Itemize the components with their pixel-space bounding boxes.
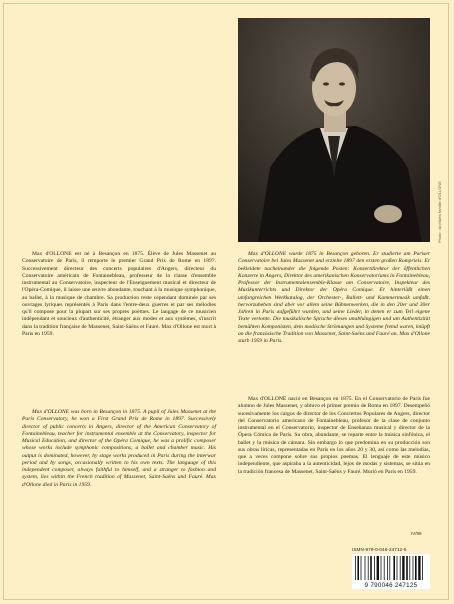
barcode-bar (384, 556, 385, 580)
portrait-photo (238, 18, 430, 242)
barcode-bar (389, 556, 390, 580)
catalog-code: IV/99 (411, 531, 422, 536)
barcode-bar (418, 556, 420, 580)
barcode-bar (377, 556, 379, 580)
barcode-number: 9 790046 247125 (352, 581, 430, 589)
barcode-bar (415, 556, 417, 580)
barcode-bar (413, 556, 414, 580)
bio-french: Max d'OLLONE est né à Besançon en 1875. Élève de Jules Massenet au Conservatoire de Paris, il remporte le premier Grand Prix de Rome en 1897. Successivement directeur des concerts populaires d'Angers, directeur du Conservatoire américain de Fontainebleau, professeur de la classe d'ensemble instrumental au Conservatoire, inspecteur de l'Enseignement musical et directeur de l'Opéra-Comique, il laisse une œuvre abondante, touchant à la musique symphonique, au ballet, à la musique de chambre. Sa production reste cependant dominée par ses ouvrages lyriques représentés à Paris dans l'entre-deux guerres et par ses mélodies qu'il compose pour la plupart sur ses propres poèmes. Le langage de ce musicien indépendant et soucieux d'authenticité, étranger aux modes et aux systèmes, s'inscrit dans la tradition française de Massenet, Saint-Saëns et Fauré. Max d'Ollone est mort à Paris en 1959. (22, 251, 216, 337)
barcode-bar (402, 556, 404, 580)
barcode-bar (370, 556, 372, 580)
barcode-bar (365, 556, 366, 580)
barcode-bar (393, 556, 395, 580)
barcode-bar (422, 556, 423, 580)
barcode-bar (397, 556, 398, 580)
barcode-bar (361, 556, 362, 580)
barcode-bar (357, 556, 359, 580)
barcode-bar (381, 556, 382, 580)
barcode-bar (400, 556, 401, 580)
bio-english: Max d'OLLONE was born in Besançon in 1875. A pupil of Jules Massenet at the Paris Conservatory, he won a First Grand Prix de Rome in 1897. Successively director of public concerts in Angers, director of the American Conservatory of Fontainebleau, teacher for instrumental ensemble at the Conservatory, inspector for Musical Education, and director of the Opéra Comique, he was a prolific composer whose works include symphonic compositions, a ballet and chamber music. His output is dominated, however, by stage works produced in Paris during the interwar period and by songs, occasionally written to his own texts. The language of this independent composer, always faithful to himself, and a stranger to fashion and system, lies within the French tradition of Massenet, Saint-Saëns and Fauré. Max d'Ollone died in Paris in 1959. (22, 409, 216, 488)
bio-spanish: Max d'OLLONE nació en Besançon en 1875. En el Conservatorio de París fue alumno de Jules Massenet, y obtuvo el primer premio de Roma en 1897. Desempeñó sucesivamente los cargos de director de los Conciertos Populares de Angers, director del Conservatorio americano de Fontainebleau, profesor de la clase de conjunto instrumental en el Conservatorio, inspector de Enseñanza musical y director de la Ópera Cómica de París. Su obra, abundante, se reparte entre la música sinfónica, el ballet y la música de cámara. Sin embargo lo que predomina en su producción son sus obras líricas, representadas en París en los años 20 y 30, así como las melodías, que a veces compone sobre sus propios poemas. El lenguaje de este músico independiente, que aspiraba a la autenticidad, lejos de modas y sistemas, se sitúa en la tradición francesa de Massenet, Saint-Saëns y Fauré. Murió en París en 1959. (238, 396, 430, 475)
barcode-bar (355, 556, 356, 580)
photo-credit: Photo : Archives famille d'OLLONE (437, 181, 442, 243)
barcode-bar (406, 556, 408, 580)
barcode-bar (387, 556, 388, 580)
bio-german: Max d'OLLONE wurde 1875 in Besançon geboren. Er studierte am Pariser Conservatoire bei Jules Massenet und erzielte 1897 den ersten großen Romprieis. Er bekleidete nacheinander die folgende Posten: Konzertdirektor der öffentlichen Konzerte in Angers, Direktor des amerikanischen Konservatoriums in Fontainebleau, Professor der Instrumentalensemble-Klasse am Conservatoire, Inspekteur des Musikunterrichts und Direktor der Opéra Comique. Er hinterläßt einen umfangreichen Werkkatalog, der Orchester-, Ballett- und Kammermusik umfaßt. hervorzuheben sind aber vor allem seine Bühnenwerken, die in den 20er und 30er Jahren in Paris aufgeführt wurden, und seine Lieder, in denen er zum Teil eigene Texte vertonte. Die musikalische Sprache dieses unabhängigen und um Authentizität bemühten Komponisten, dem modische Strömungen und Systeme fremd waren, knüpft an die französische Tradition von Massenet, Saint-Saëns und Fauré an. Max d'Ollone starb 1959 in Paris. (238, 251, 430, 344)
barcode-bar (368, 556, 369, 580)
barcode-bar (409, 556, 410, 580)
barcode-bar (374, 556, 375, 580)
ismn-number: ISMN-979-0-046-24712-5 (352, 547, 407, 552)
